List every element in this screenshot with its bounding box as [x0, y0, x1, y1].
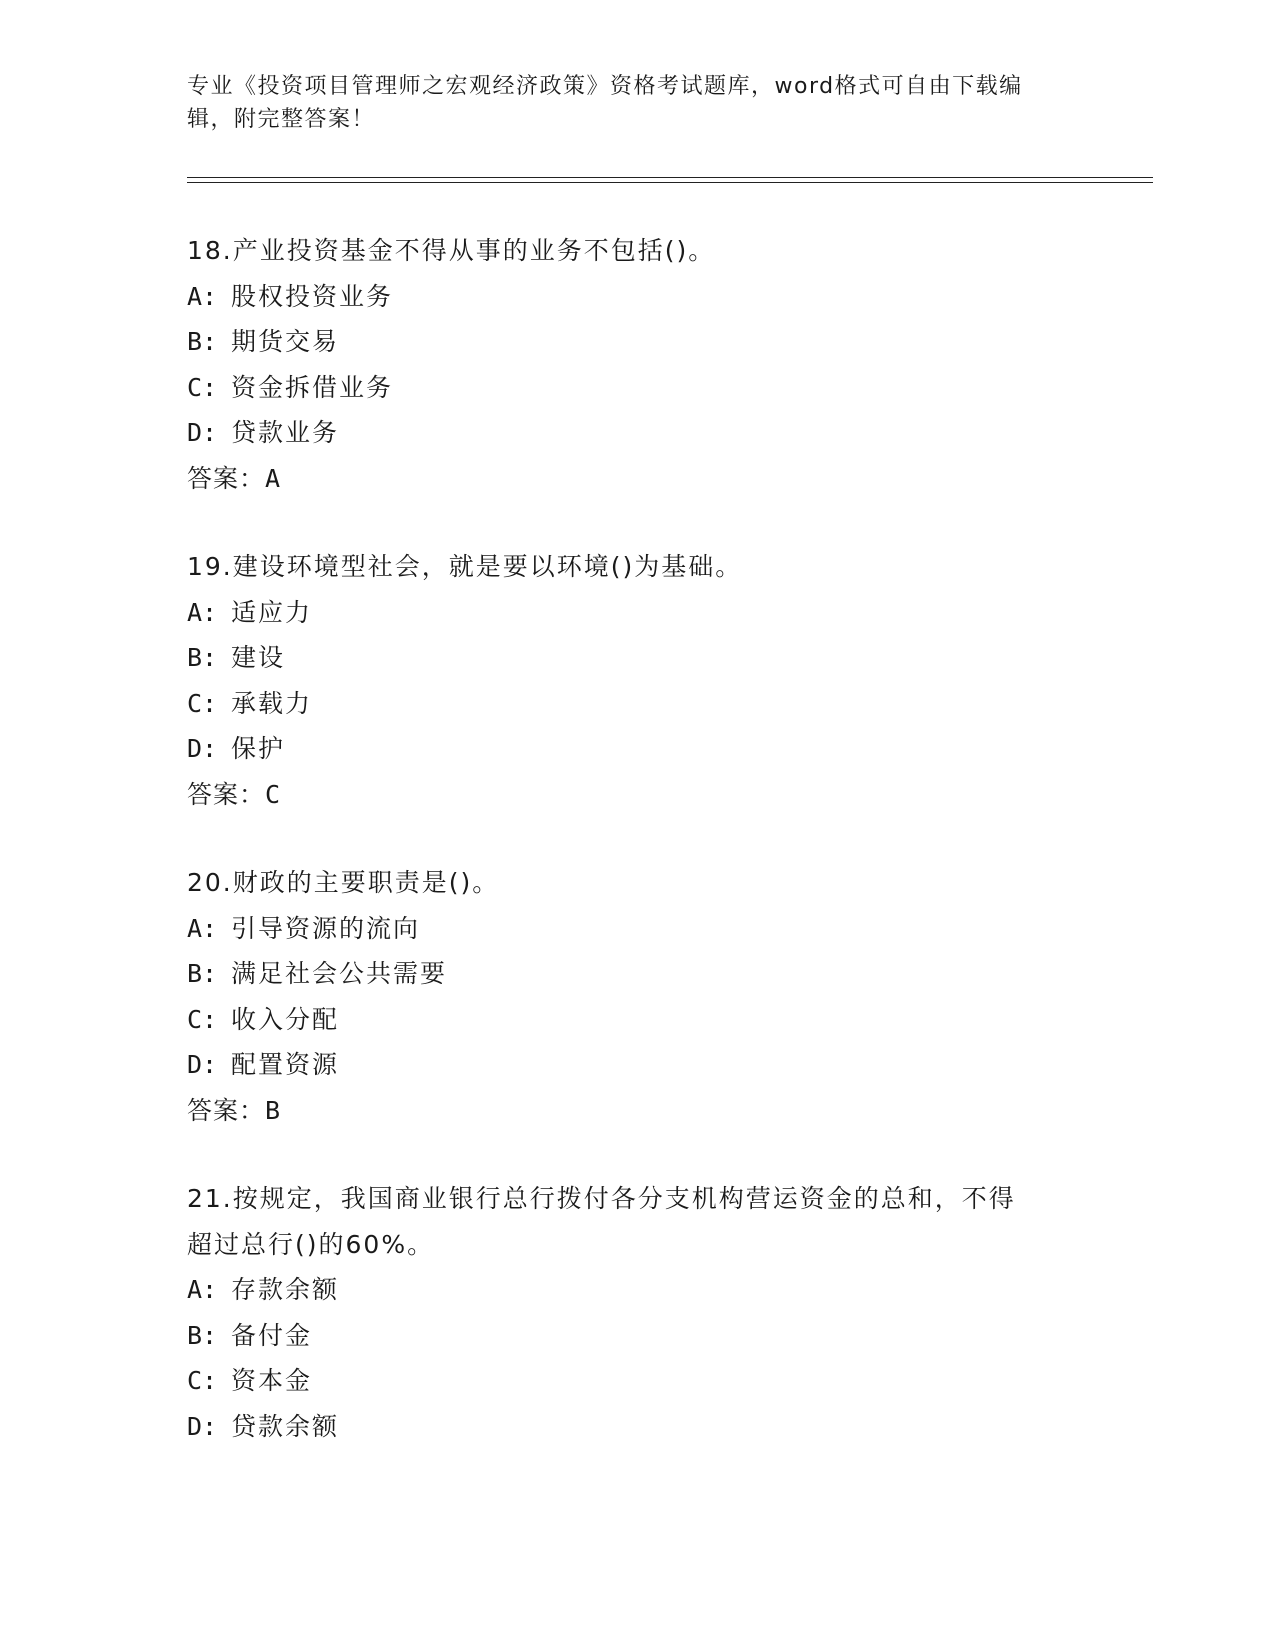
option-a — [187, 274, 1087, 320]
option-text: 承载力 — [231, 688, 313, 718]
option-d — [187, 726, 1087, 772]
option-text: 备付金 — [231, 1320, 313, 1350]
option-key: A: — [187, 913, 218, 943]
option-key: A: — [187, 597, 218, 627]
option-key: B: — [187, 959, 218, 988]
answer — [187, 456, 1087, 502]
option-key: D: — [187, 734, 218, 763]
answer-label: 答案： — [187, 1095, 266, 1125]
question-stem: 18.产业投资基金不得从事的业务不包括()。 — [187, 236, 716, 265]
option-key: D: — [187, 418, 218, 447]
answer — [187, 1088, 1087, 1134]
option-key: B: — [187, 1320, 218, 1350]
question-21 — [187, 1176, 1087, 1449]
option-text: 存款余额 — [231, 1275, 340, 1304]
answer-value: C — [265, 779, 282, 809]
header-divider-bottom — [187, 182, 1153, 183]
question-20 — [187, 860, 1087, 1133]
header-divider-top — [187, 177, 1153, 178]
option-key: B: — [187, 327, 218, 356]
option-a — [187, 906, 1087, 952]
question-stem: 19.建设环境型社会，就是要以环境()为基础。 — [187, 552, 743, 581]
answer-value: A — [265, 463, 282, 493]
option-text: 保护 — [231, 734, 286, 763]
option-text: 贷款余额 — [231, 1411, 340, 1441]
header-line-1: 专业《投资项目管理师之宏观经济政策》资格考试题库，word格式可自由下载编 — [187, 74, 1023, 99]
document-header — [187, 70, 1087, 136]
option-text: 引导资源的流向 — [231, 913, 421, 943]
option-c — [187, 681, 1087, 727]
option-b — [187, 319, 1087, 365]
option-key: A: — [187, 1275, 218, 1304]
option-a — [187, 1267, 1087, 1313]
option-text: 资本金 — [231, 1366, 313, 1395]
option-text: 收入分配 — [231, 1004, 340, 1034]
option-key: B: — [187, 643, 218, 672]
option-key: D: — [187, 1411, 218, 1441]
option-key: C: — [187, 1366, 218, 1395]
option-d — [187, 1042, 1087, 1088]
header-line-2: 辑，附完整答案！ — [187, 107, 376, 132]
question-stem: 20.财政的主要职责是()。 — [187, 868, 500, 897]
option-d — [187, 410, 1087, 456]
option-b — [187, 635, 1087, 681]
option-c — [187, 1358, 1087, 1404]
question-19 — [187, 544, 1087, 817]
option-b — [187, 1313, 1087, 1359]
option-text: 股权投资业务 — [231, 281, 394, 311]
answer — [187, 772, 1087, 818]
option-key: A: — [187, 281, 218, 311]
option-a — [187, 590, 1087, 636]
question-stem-line-2: 超过总行()的60%。 — [187, 1229, 435, 1259]
option-c — [187, 997, 1087, 1043]
option-text: 满足社会公共需要 — [231, 959, 448, 988]
question-stem-line-1: 21.按规定，我国商业银行总行拨付各分支机构营运资金的总和，不得 — [187, 1184, 1016, 1213]
answer-label: 答案： — [187, 779, 266, 809]
option-text: 资金拆借业务 — [231, 372, 394, 402]
question-18 — [187, 228, 1087, 501]
option-key: C: — [187, 1004, 218, 1034]
answer-value: B — [265, 1095, 282, 1125]
option-b — [187, 951, 1087, 997]
option-text: 建设 — [231, 643, 286, 672]
option-text: 适应力 — [231, 597, 313, 627]
option-text: 期货交易 — [231, 327, 340, 356]
option-text: 贷款业务 — [231, 418, 340, 447]
option-d — [187, 1404, 1087, 1450]
answer-label: 答案： — [187, 463, 266, 493]
option-text: 配置资源 — [231, 1050, 340, 1079]
option-c — [187, 365, 1087, 411]
option-key: C: — [187, 372, 218, 402]
option-key: D: — [187, 1050, 218, 1079]
option-key: C: — [187, 688, 218, 718]
